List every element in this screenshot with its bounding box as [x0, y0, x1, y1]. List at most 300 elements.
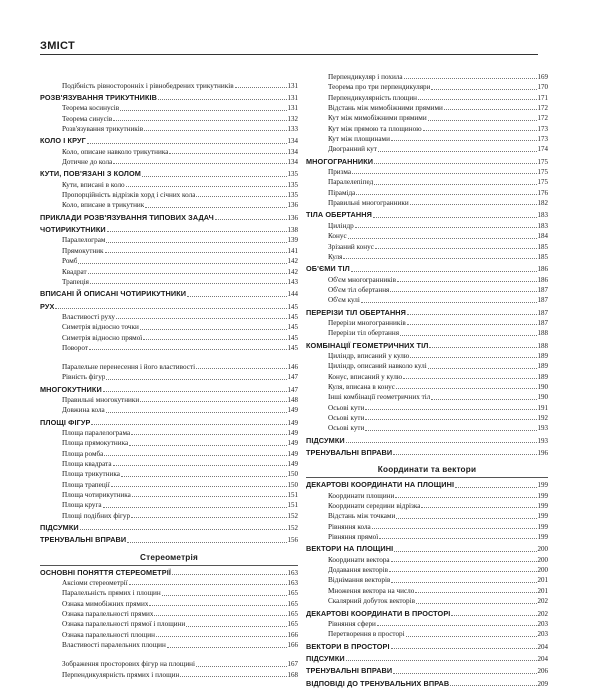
toc-entry-title: Осьові кути	[328, 403, 365, 412]
dot-leader	[167, 647, 287, 648]
toc-entry-title: Теорема синусів	[62, 114, 113, 123]
toc-page-number: 185	[537, 252, 548, 261]
toc-entry-title: Об'єм многогранників	[328, 275, 397, 284]
toc-entry-title: Кут між прямою та площиною	[328, 124, 422, 133]
toc-subsection-entry[interactable]	[40, 449, 298, 459]
dot-leader	[389, 571, 537, 572]
dot-leader	[393, 454, 536, 455]
toc-subsection-entry[interactable]	[306, 252, 548, 262]
dot-leader	[104, 455, 286, 456]
toc-page-number: 200	[537, 555, 548, 564]
dot-leader	[196, 666, 286, 667]
toc-entry-title: ОСНОВНІ ПОНЯТТЯ СТЕРЕОМЕТРІЇ	[40, 567, 171, 577]
toc-entry-title: ЧОТИРИКУТНИКИ	[40, 225, 106, 235]
toc-subsection-entry[interactable]	[40, 267, 298, 277]
dot-leader	[187, 296, 286, 297]
toc-subsection-entry[interactable]	[40, 114, 298, 124]
dot-leader	[140, 329, 287, 330]
toc-page-number: 131	[287, 94, 298, 102]
dot-leader	[103, 507, 287, 508]
toc-entry-title: Паралелограм	[62, 236, 106, 245]
toc-entry-title: Рівняння прямої	[328, 533, 379, 542]
toc-subsection-entry[interactable]	[40, 630, 298, 640]
dot-leader	[396, 388, 537, 389]
dot-leader	[140, 401, 286, 402]
toc-section-entry[interactable]	[306, 480, 548, 490]
toc-subsection-entry[interactable]	[306, 372, 548, 382]
toc-entry-title: Кут між мимобіжними прямими	[328, 114, 427, 123]
dot-leader	[378, 151, 537, 152]
toc-page-number: 170	[537, 83, 548, 92]
toc-subsection-entry[interactable]	[306, 491, 548, 501]
toc-section-entry[interactable]	[40, 535, 298, 545]
toc-section-entry[interactable]	[40, 169, 298, 179]
dot-leader	[131, 517, 286, 518]
toc-entry-title: Правильні многокутники	[62, 395, 140, 404]
toc-entry-title: ПРИКЛАДИ РОЗВ'ЯЗУВАННЯ ТИПОВИХ ЗАДАЧ	[40, 212, 214, 222]
toc-entry-title: ТРЕНУВАЛЬНІ ВПРАВИ	[40, 535, 127, 545]
toc-entry-title: Трапеція	[62, 277, 89, 286]
toc-page-number: 175	[537, 157, 548, 166]
toc-subsection-entry[interactable]	[306, 629, 548, 639]
toc-subsection-entry[interactable]	[306, 144, 548, 154]
toc-page-number: 187	[537, 318, 548, 327]
toc-entry-title: Властивості паралельних площин	[62, 641, 166, 650]
toc-subsection-entry[interactable]	[40, 180, 298, 190]
toc-subsection-entry[interactable]	[306, 295, 548, 305]
toc-entry-title: Конус	[328, 232, 347, 241]
toc-subsection-entry[interactable]	[40, 599, 298, 609]
dot-leader	[428, 120, 537, 121]
toc-entry-title: Координати середини відрізка	[328, 502, 421, 511]
toc-entry-title: Осьові кути	[328, 414, 365, 422]
toc-page-number: 190	[537, 393, 548, 402]
toc-subsection-entry[interactable]	[306, 93, 548, 103]
toc-subsection-entry[interactable]	[40, 469, 298, 479]
toc-subsection-entry[interactable]	[40, 619, 298, 629]
toc-section-entry[interactable]	[40, 523, 298, 533]
toc-page-number: 142	[287, 267, 298, 276]
toc-subsection-entry[interactable]	[306, 167, 548, 177]
toc-entry-title: Кут між площинами	[328, 135, 390, 144]
dot-leader	[127, 542, 286, 543]
toc-section-entry[interactable]	[306, 308, 548, 318]
dot-leader	[451, 615, 536, 616]
toc-subsection-entry[interactable]	[306, 242, 548, 252]
dot-leader	[351, 271, 537, 272]
toc-subsection-entry[interactable]	[306, 565, 548, 575]
toc-page-number: 199	[537, 522, 548, 531]
toc-page-number: 135	[287, 170, 298, 179]
toc-section-entry[interactable]	[306, 642, 548, 652]
dot-leader	[415, 592, 536, 593]
toc-entry-title: Координати площини	[328, 491, 395, 500]
dot-leader	[121, 476, 287, 477]
toc-section-entry[interactable]	[40, 302, 298, 312]
toc-page-number: 201	[537, 586, 548, 595]
toc-page-number: 182	[537, 199, 548, 208]
toc-subsection-entry[interactable]	[306, 392, 548, 402]
toc-subsection-entry[interactable]	[306, 113, 548, 123]
dot-leader	[111, 486, 287, 487]
toc-section-entry[interactable]	[306, 544, 548, 554]
toc-section-entry[interactable]	[40, 213, 298, 223]
toc-page-number: 165	[287, 589, 298, 598]
toc-subsection-entry[interactable]	[40, 670, 298, 680]
toc-subsection-entry[interactable]	[40, 235, 298, 245]
toc-section-entry[interactable]	[306, 448, 548, 458]
toc-page-number: 199	[537, 481, 548, 490]
dot-leader	[410, 204, 537, 205]
dot-leader	[403, 378, 536, 379]
toc-entry-title: Перерізи тіл обертання	[328, 329, 400, 338]
toc-entry-title: Правильні многогранники	[328, 199, 409, 208]
toc-subsection-entry[interactable]	[40, 395, 298, 405]
dot-leader	[105, 252, 287, 253]
toc-entry-title: Циліндр	[328, 221, 354, 230]
toc-entry-title: Координати вектора	[328, 555, 390, 564]
dot-leader	[145, 207, 286, 208]
toc-page-number: 132	[287, 114, 298, 123]
toc-page-number: 141	[287, 246, 298, 255]
dot-leader	[444, 109, 537, 110]
dot-leader	[343, 258, 536, 259]
toc-subsection-entry[interactable]	[40, 190, 298, 200]
toc-page-number: 145	[287, 323, 298, 332]
toc-page-number: 152	[287, 524, 298, 533]
toc-page-number: 175	[537, 168, 548, 177]
toc-subsection-entry[interactable]	[40, 72, 298, 91]
toc-subsection-entry[interactable]	[306, 103, 548, 113]
toc-page-number: 149	[287, 439, 298, 448]
toc-entry-title: Площа прямокутника	[62, 439, 129, 448]
toc-subsection-entry[interactable]	[306, 124, 548, 134]
toc-subsection-entry[interactable]	[306, 511, 548, 521]
toc-page-number: 149	[287, 460, 298, 468]
toc-entry-title: Зображення просторових фігур на площині	[62, 660, 196, 669]
toc-entry-title: Ознака паралельності прямих	[62, 610, 154, 619]
toc-entry-title: Відстань між мимобіжними прямими	[328, 104, 443, 113]
toc-subsection-entry[interactable]	[306, 82, 548, 92]
toc-subsection-entry[interactable]	[306, 586, 548, 596]
dot-leader	[169, 153, 286, 154]
dot-leader	[131, 434, 286, 435]
toc-subsection-entry[interactable]	[306, 596, 548, 606]
toc-subsection-entry[interactable]	[40, 147, 298, 157]
toc-page-number: 134	[287, 147, 298, 156]
toc-subsection-entry[interactable]	[306, 177, 548, 187]
header-rule	[40, 54, 538, 55]
dot-leader	[116, 318, 287, 319]
toc-section-entry[interactable]	[306, 436, 548, 446]
dot-leader	[421, 507, 536, 508]
toc-subsection-entry[interactable]	[306, 619, 548, 629]
dot-leader	[406, 636, 537, 637]
toc-page-number: 202	[537, 609, 548, 618]
toc-section-entry[interactable]	[40, 418, 298, 428]
dot-leader	[404, 78, 537, 79]
toc-subsection-entry[interactable]	[40, 609, 298, 619]
toc-subsection-entry[interactable]	[40, 277, 298, 287]
toc-page-number: 193	[537, 436, 548, 445]
toc-entry-title: Рівність фігур	[62, 373, 106, 382]
toc-entry-title: Симетрія відносно прямої	[62, 333, 143, 342]
dot-leader	[391, 561, 537, 562]
toc-page-number: 173	[537, 135, 548, 144]
dot-leader	[391, 582, 536, 583]
toc-entry-title: ПІДСУМКИ	[306, 435, 345, 445]
dot-leader	[455, 487, 536, 488]
toc-entry-title: Куля, вписана в конус	[328, 382, 395, 391]
toc-subsection-entry[interactable]	[306, 555, 548, 565]
toc-section-entry[interactable]	[306, 264, 548, 274]
toc-subsection-entry[interactable]	[40, 103, 298, 113]
dot-leader	[431, 89, 536, 90]
toc-subsection-entry[interactable]	[40, 511, 298, 521]
toc-subsection-entry[interactable]	[40, 333, 298, 343]
dot-leader	[186, 626, 286, 627]
toc-page-number: 187	[537, 296, 548, 305]
toc-subsection-entry[interactable]	[306, 198, 548, 208]
toc-entry-title: ДЕКАРТОВІ КООРДИНАТИ НА ПЛОЩИНІ	[306, 480, 455, 490]
toc-section-entry[interactable]	[40, 385, 298, 395]
toc-entry-title: Циліндр, описаний навколо кулі	[328, 362, 427, 371]
toc-subsection-entry[interactable]	[306, 285, 548, 295]
toc-subsection-entry[interactable]	[306, 532, 548, 542]
toc-page-number: 189	[537, 351, 548, 360]
toc-entry-title: ВЕКТОРИ В ПРОСТОРІ	[306, 641, 390, 651]
toc-page-number: 169	[537, 73, 548, 81]
dot-leader	[346, 442, 537, 443]
toc-entry-title: КУТИ, ПОВ'ЯЗАНІ З КОЛОМ	[40, 169, 141, 179]
toc-entry-title: Двогранний кут	[328, 145, 377, 154]
toc-subsection-entry[interactable]	[40, 372, 298, 382]
toc-page-number: 189	[537, 372, 548, 381]
dot-leader	[89, 349, 287, 350]
toc-entry-title: Паралельність прямих і площин	[62, 589, 161, 598]
toc-subsection-entry[interactable]	[40, 588, 298, 598]
toc-subsection-entry[interactable]	[306, 231, 548, 241]
toc-page-number: 187	[537, 285, 548, 294]
dot-leader	[106, 242, 286, 243]
toc-subsection-entry[interactable]	[306, 221, 548, 231]
dot-leader	[450, 685, 536, 686]
toc-entry-title: Об'єм кулі	[328, 296, 360, 305]
dot-leader	[393, 673, 536, 674]
toc-subsection-entry[interactable]	[40, 124, 298, 134]
toc-entry-title: ТРЕНУВАЛЬНІ ВПРАВИ	[306, 666, 393, 676]
toc-subsection-entry[interactable]	[40, 405, 298, 415]
toc-page-number: 200	[537, 545, 548, 554]
toc-page-number: 168	[287, 670, 298, 679]
toc-page-number: 204	[537, 654, 548, 663]
toc-entry-title: Ознака мимобіжних прямих	[62, 599, 149, 608]
toc-page-number: 135	[287, 191, 298, 200]
toc-subsection-entry[interactable]	[40, 480, 298, 490]
dot-leader	[129, 445, 286, 446]
toc-page-number: 165	[287, 620, 298, 629]
toc-entry-title: Множення вектора на число	[328, 586, 415, 595]
toc-page-number: 146	[287, 362, 298, 371]
toc-page-number: 145	[287, 343, 298, 352]
toc-subsection-entry[interactable]	[306, 423, 548, 433]
toc-section-entry[interactable]	[306, 210, 548, 220]
toc-right-column	[306, 72, 548, 689]
toc-entry-title: Відстань між точками	[328, 512, 396, 521]
toc-entry-title: КОЛО І КРУГ	[40, 136, 86, 146]
dot-leader	[91, 424, 286, 425]
toc-section-entry[interactable]	[306, 654, 548, 664]
toc-entry-title: Поворот	[62, 343, 88, 352]
toc-subsection-entry[interactable]	[306, 188, 548, 198]
toc-subsection-entry[interactable]	[40, 651, 298, 670]
toc-section-entry[interactable]	[306, 679, 548, 689]
toc-entry-title: Паралелепіпед	[328, 178, 374, 187]
toc-section-entry[interactable]	[306, 666, 548, 676]
toc-page-number: 184	[537, 232, 548, 241]
toc-subsection-entry[interactable]	[306, 361, 548, 371]
toc-page-number: 150	[287, 470, 298, 479]
dot-leader	[361, 302, 537, 303]
toc-entry-title: Пропорційність відрізків хорд і січних кола	[62, 191, 196, 200]
toc-entry-title: ТІЛА ОБЕРТАННЯ	[306, 210, 372, 220]
dot-leader	[162, 595, 287, 596]
toc-section-entry[interactable]	[40, 93, 298, 103]
toc-entry-title: Дотичне до кола	[62, 158, 113, 167]
toc-entry-title: Рівняння сфери	[328, 619, 376, 628]
dot-leader	[428, 368, 537, 369]
toc-page-number: 190	[537, 382, 548, 391]
dot-leader	[365, 419, 536, 420]
toc-subsection-entry[interactable]	[40, 578, 298, 588]
dot-leader	[355, 227, 537, 228]
toc-entry-title: КОМБІНАЦІЇ ГЕОМЕТРИЧНИХ ТІЛ	[306, 340, 429, 350]
toc-page-number: 145	[287, 312, 298, 321]
toc-page-number: 188	[537, 341, 548, 350]
toc-subsection-entry[interactable]	[40, 312, 298, 322]
toc-subsection-entry[interactable]	[306, 351, 548, 361]
toc-entry-title: ВЕКТОРИ НА ПЛОЩИНІ	[306, 544, 394, 554]
toc-page-number: 139	[287, 236, 298, 245]
dot-leader	[120, 110, 286, 111]
toc-section-entry[interactable]	[306, 157, 548, 167]
toc-subsection-entry[interactable]	[306, 275, 548, 285]
toc-page-number: 152	[287, 511, 298, 520]
dot-leader	[400, 335, 536, 336]
dot-leader	[126, 186, 287, 187]
toc-entry-title: ПІДСУМКИ	[306, 653, 345, 663]
toc-entry-title: Піраміда	[328, 188, 356, 197]
toc-subsection-entry[interactable]	[40, 200, 298, 210]
dot-leader	[407, 314, 536, 315]
toc-entry-title: Аксіоми стереометрії	[62, 579, 128, 588]
toc-page-number: 201	[537, 576, 548, 585]
toc-page-number: 193	[537, 424, 548, 433]
toc-entry-title: Перпендикулярність прямих і площин	[62, 670, 180, 679]
dot-leader	[375, 248, 537, 249]
toc-entry-title: ВПИСАНІ Й ОПИСАНІ ЧОТИРИКУТНИКИ	[40, 289, 187, 299]
toc-page-number: 191	[537, 403, 548, 412]
toc-entry-title: ТРЕНУВАЛЬНІ ВПРАВИ	[306, 448, 393, 458]
toc-entry-title: РУХ	[40, 301, 55, 311]
dot-leader	[352, 173, 536, 174]
toc-entry-title: ДЕКАРТОВІ КООРДИНАТИ В ПРОСТОРІ	[306, 608, 451, 618]
toc-subsection-entry[interactable]	[40, 343, 298, 353]
toc-section-entry[interactable]	[40, 136, 298, 146]
toc-section-entry[interactable]	[306, 609, 548, 619]
toc-page-number: 156	[287, 536, 298, 545]
toc-subsection-entry[interactable]	[40, 438, 298, 448]
toc-section-entry[interactable]	[40, 225, 298, 235]
toc-subsection-entry[interactable]	[306, 134, 548, 144]
toc-subsection-entry[interactable]	[306, 328, 548, 338]
toc-subsection-entry[interactable]	[40, 246, 298, 256]
toc-section-entry[interactable]	[306, 341, 548, 351]
toc-subsection-entry[interactable]	[40, 428, 298, 438]
toc-subsection-entry[interactable]	[40, 500, 298, 510]
toc-page-number: 199	[537, 533, 548, 542]
toc-page-number: 203	[537, 630, 548, 639]
toc-entry-title: Властивості руху	[62, 312, 115, 321]
toc-entry-title: Теорема косинусів	[62, 104, 120, 113]
toc-section-entry[interactable]	[40, 568, 298, 578]
toc-page-number: 185	[537, 242, 548, 251]
dot-leader	[348, 238, 537, 239]
toc-subsection-entry[interactable]	[40, 353, 298, 372]
toc-subsection-entry[interactable]	[306, 403, 548, 413]
toc-subsection-entry[interactable]	[40, 322, 298, 332]
toc-subsection-entry[interactable]	[40, 640, 298, 650]
toc-entry-title: ОБ'ЄМИ ТІЛ	[306, 264, 350, 274]
dot-leader	[144, 130, 286, 131]
toc-subsection-entry[interactable]	[306, 501, 548, 511]
part-divider	[40, 565, 298, 566]
toc-page-number: 196	[537, 449, 548, 458]
toc-page-number: 183	[537, 211, 548, 220]
toc-subsection-entry[interactable]	[306, 522, 548, 532]
toc-page-number: 203	[537, 619, 548, 628]
dot-leader	[391, 648, 537, 649]
page-title: ЗМІСТ	[40, 40, 75, 52]
toc-subsection-entry[interactable]	[306, 382, 548, 392]
toc-page-number: 165	[287, 610, 298, 619]
toc-entry-title: МНОГОКУТНИКИ	[40, 384, 102, 394]
dot-leader	[379, 538, 536, 539]
toc-page-number: 187	[537, 308, 548, 317]
toc-page-number: 138	[287, 226, 298, 235]
toc-subsection-entry[interactable]	[40, 459, 298, 469]
toc-page-number: 199	[537, 491, 548, 500]
dot-leader	[106, 412, 287, 413]
toc-entry-title: Розв'язування трикутників	[62, 125, 144, 134]
dot-leader	[395, 497, 536, 498]
toc-entry-title: Подібність рівносторонніх і рівнобедрених трикутників	[62, 81, 234, 90]
toc-subsection-entry[interactable]	[306, 72, 548, 82]
toc-page-number: 199	[537, 502, 548, 511]
toc-subsection-entry[interactable]	[306, 575, 548, 585]
toc-page-number: 147	[287, 385, 298, 394]
toc-subsection-entry[interactable]	[40, 490, 298, 500]
dot-leader	[356, 194, 536, 195]
toc-page-number: 166	[287, 630, 298, 639]
toc-subsection-entry[interactable]	[40, 256, 298, 266]
toc-page-number: 199	[537, 512, 548, 521]
toc-entry-title: Об'єм тіл обертання	[328, 285, 390, 294]
toc-subsection-entry[interactable]	[40, 157, 298, 167]
toc-subsection-entry[interactable]	[306, 413, 548, 423]
toc-section-entry[interactable]	[40, 289, 298, 299]
toc-subsection-entry[interactable]	[306, 318, 548, 328]
